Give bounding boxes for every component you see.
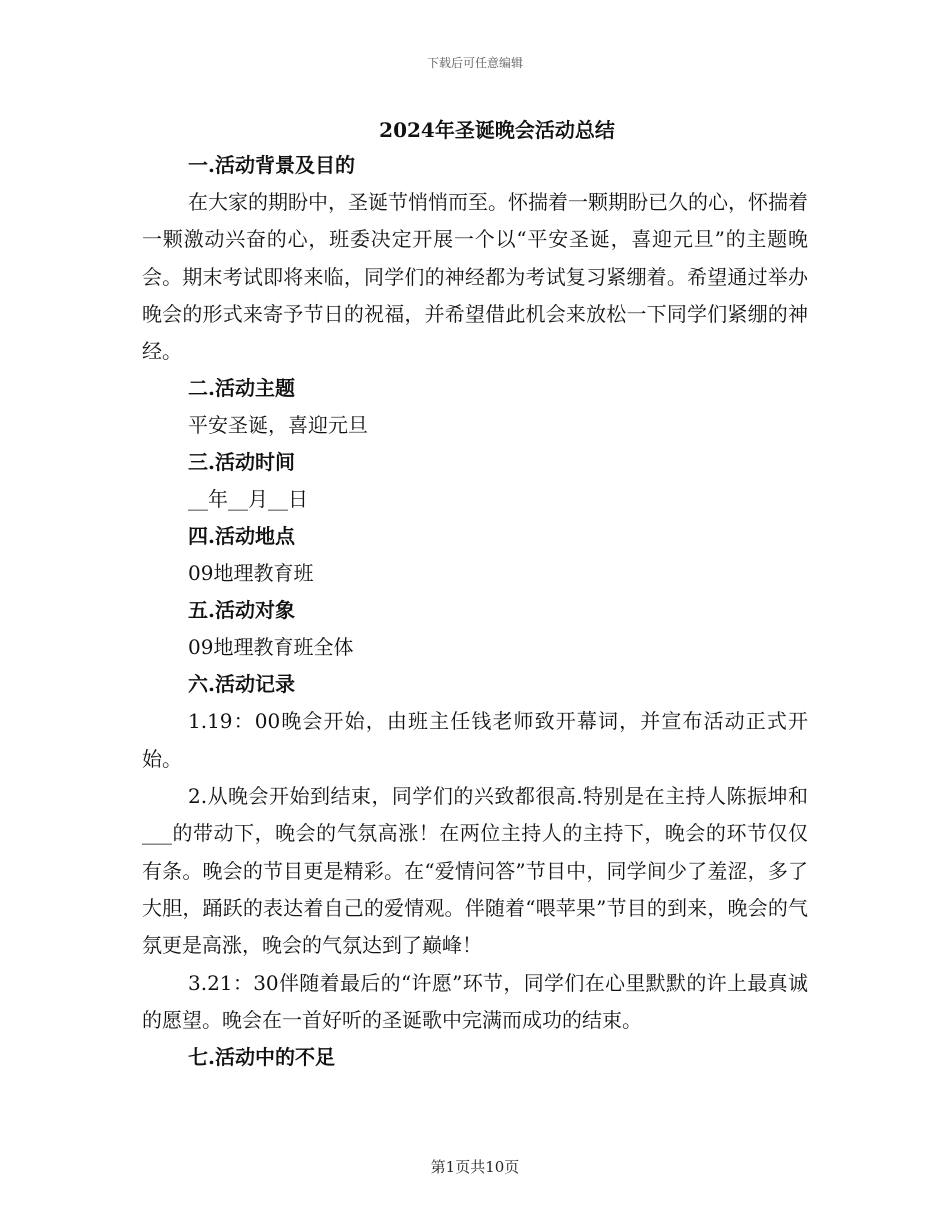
theme-text: 平安圣诞，喜迎元旦	[188, 413, 368, 438]
record-item-3: 3.21：30伴随着最后的“许愿”环节，同学们在心里默默的许上最真诚的愿望。晚会在一首好听的圣诞歌中完满而成功的结束。	[142, 970, 808, 1032]
record-item-1: 1.19：00晚会开始，由班主任钱老师致开幕词，并宣布活动正式开始。	[142, 709, 808, 771]
document-title: 2024年圣诞晚会活动总结	[379, 118, 615, 142]
section-heading-shortcomings: 七.活动中的不足	[188, 1045, 335, 1070]
section-heading-theme: 二.活动主题	[188, 376, 295, 401]
section-heading-location: 四.活动地点	[188, 524, 295, 549]
page-header-note: 下载后可任意编辑	[426, 56, 523, 70]
page-footer-indicator: 第1页共10页	[430, 1158, 520, 1176]
section-heading-record: 六.活动记录	[188, 672, 295, 697]
paragraph-background: 在大家的期盼中，圣诞节悄悄而至。怀揣着一颗期盼已久的心，怀揣着一颗激动兴奋的心，班委决定开展一个以“平安圣诞，喜迎元旦”的主题晚会。期末考试即将来临，同学们的神经都为考试复习紧绷着。希望通过举办晚会的形式来寄予节日的祝福，并希望借此机会来放松一下同学们紧绷的神经。	[142, 190, 808, 364]
record-item-2: 2.从晚会开始到结束，同学们的兴致都很高.特别是在主持人陈振坤和___的带动下，晚会的气氛高涨！在两位主持人的主持下，晚会的环节仅仅有条。晚会的节目更是精彩。在“爱情问答”节目中，同学间少了羞涩，多了大胆，踊跃的表达着自己的爱情观。伴随着“喂苹果”节目的到来，晚会的气氛更是高涨，晚会的气氛达到了巅峰！	[142, 784, 808, 958]
section-heading-audience: 五.活动对象	[188, 598, 295, 623]
document-body	[142, 147, 808, 1076]
section-heading-background: 一.活动背景及目的	[188, 153, 355, 177]
time-text: __年__月__日	[188, 487, 308, 512]
location-text: 09地理教育班	[188, 561, 314, 586]
section-heading-time: 三.活动时间	[188, 450, 295, 475]
audience-text: 09地理教育班全体	[188, 635, 354, 660]
